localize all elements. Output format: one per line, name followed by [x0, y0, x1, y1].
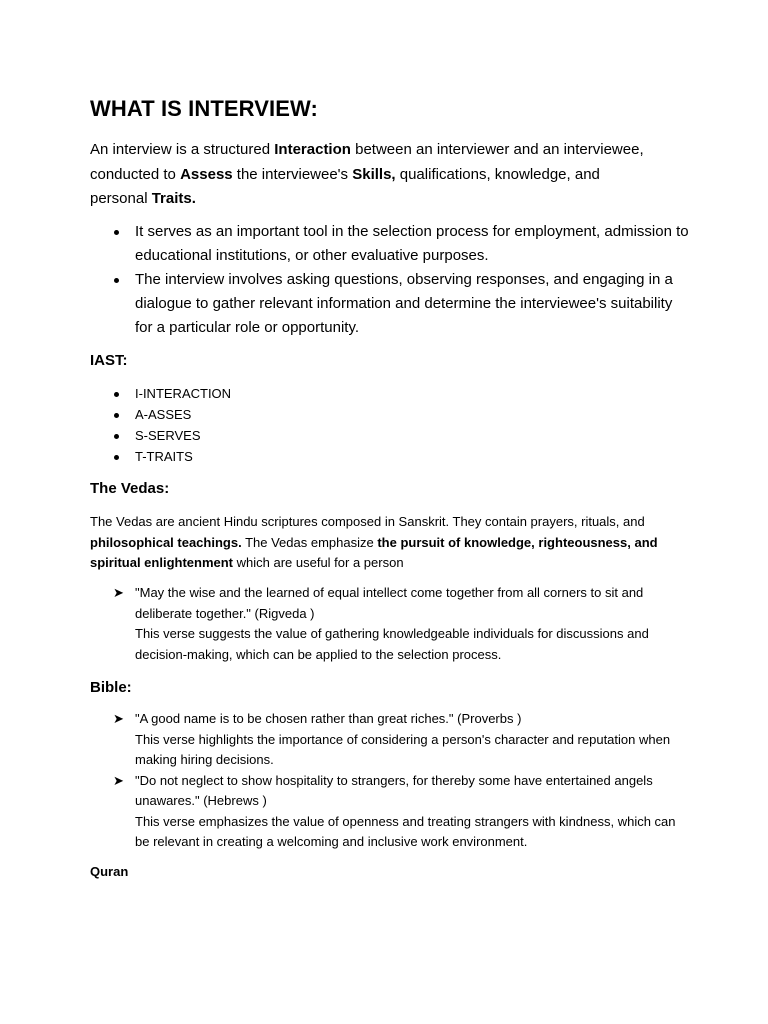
list-item: A-ASSES	[90, 404, 690, 425]
verse-quote: "A good name is to be chosen rather than great riches." (Proverbs )	[135, 711, 522, 726]
list-item: It serves as an important tool in the selection process for employment, admission to educational institutions, or other evaluative purposes.	[90, 220, 690, 268]
arrowhead-bullet-icon: ➤	[113, 585, 124, 600]
intro-bullet-list	[90, 220, 690, 340]
verse-quote: "May the wise and the learned of equal intellect come together from all corners to sit and deliberate together." (Rigveda )	[135, 585, 644, 621]
arrowhead-bullet-icon: ➤	[113, 772, 124, 788]
intro-bold-traits: Traits.	[151, 190, 196, 207]
list-item: The interview involves asking questions, observing responses, and engaging in a dialogue to gather relevant information and determine the interviewee's suitability for a particular role or opportunity.	[90, 268, 690, 340]
intro-text-4: qualifications, knowledge, and personal	[90, 165, 600, 207]
vedas-bold-1: philosophical teachings.	[90, 534, 242, 550]
list-item	[90, 771, 690, 853]
verse-explanation: This verse highlights the importance of considering a person's character and reputation when making hiring decisions.	[135, 731, 671, 767]
vedas-text-2: The Vedas emphasize	[241, 534, 378, 550]
verse-explanation: This verse emphasizes the value of openness and treating strangers with kindness, which can be relevant in creating a welcoming and inclusive work environment.	[135, 813, 676, 849]
vedas-heading: The Vedas:	[90, 480, 170, 497]
intro-bold-interaction: Interaction	[274, 141, 351, 158]
intro-text-2: between an interviewer and an interviewee, conducted to	[90, 141, 644, 183]
list-item: I-INTERACTION	[90, 383, 690, 404]
quran-heading: Quran	[90, 864, 129, 879]
arrowhead-bullet-icon: ➤	[113, 711, 124, 726]
intro-paragraph	[90, 138, 650, 212]
vedas-text-1: The Vedas are ancient Hindu scriptures composed in Sanskrit. They contain prayers, rituals, and	[90, 514, 645, 529]
intro-text-3: the interviewee's	[232, 165, 353, 183]
list-item: T-TRAITS	[90, 446, 690, 467]
verse-quote: "Do not neglect to show hospitality to strangers, for thereby some have entertained angels unawares." (Hebrews )	[135, 772, 653, 808]
vedas-text-3: which are useful for a person	[233, 555, 404, 570]
page-title: WHAT IS INTERVIEW:	[90, 96, 318, 121]
list-item	[90, 583, 690, 665]
bible-heading: Bible:	[90, 679, 132, 696]
list-item	[90, 709, 690, 771]
intro-bold-skills: Skills,	[352, 165, 396, 183]
vedas-verse-list	[90, 583, 690, 665]
bible-verse-list	[90, 709, 690, 853]
intro-text-1: An interview is a structured	[90, 141, 275, 158]
vedas-paragraph	[90, 512, 680, 574]
iast-list	[90, 383, 690, 467]
list-item: S-SERVES	[90, 425, 690, 446]
vedas-bold-2: the pursuit of knowledge, righteousness, and spiritual enlightenment	[90, 534, 658, 570]
verse-explanation: This verse suggests the value of gathering knowledgeable individuals for discussions and decision-making, which can be applied to the selection process.	[135, 626, 649, 662]
intro-bold-assess: Assess	[180, 165, 233, 183]
iast-heading: IAST:	[90, 352, 128, 369]
